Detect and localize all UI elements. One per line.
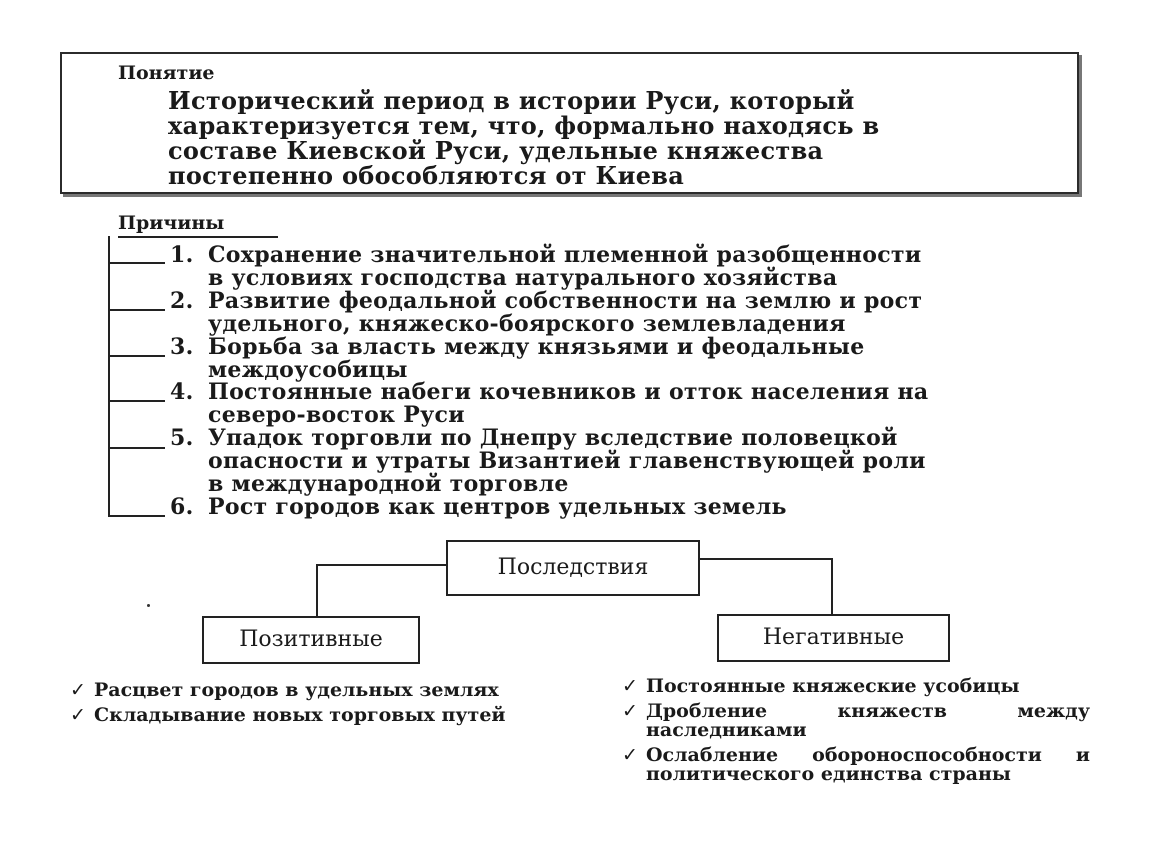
concept-definition xyxy=(168,88,1028,188)
cause-item-1 xyxy=(170,244,1090,290)
connector-line xyxy=(316,564,447,566)
causes-heading: Причины xyxy=(118,212,225,234)
cause-line: в международной торговле xyxy=(208,471,569,497)
cause-connector xyxy=(108,447,165,449)
consequences-box: Последствия xyxy=(446,540,700,596)
concept-line: постепенно обособляются от Киева xyxy=(168,161,685,190)
cause-connector xyxy=(108,309,165,311)
list-item xyxy=(622,677,1090,696)
cause-item-3 xyxy=(170,336,1090,382)
list-item-text: Дробление княжеств между наследниками xyxy=(646,700,1090,741)
list-item xyxy=(622,746,1090,784)
cause-item-6 xyxy=(170,496,1090,519)
cause-line: Сохранение значительной племенной разобщенности xyxy=(208,242,922,268)
stray-dot xyxy=(147,604,150,607)
list-item-text: Расцвет городов в удельных землях xyxy=(94,679,499,701)
list-item xyxy=(70,681,540,700)
positive-box: Позитивные xyxy=(202,616,420,664)
cause-connector xyxy=(108,262,165,264)
cause-line: междоусобицы xyxy=(208,357,408,383)
cause-line: опасности и утраты Византией главенствующей роли xyxy=(208,448,926,474)
checkmark-icon: ✓ xyxy=(622,744,638,766)
causes-bracket-line xyxy=(108,236,110,516)
cause-number: 6. xyxy=(170,494,194,520)
positive-list xyxy=(70,681,540,731)
list-item-text: Складывание новых торговых путей xyxy=(94,704,506,726)
concept-line: Исторический период в истории Руси, который xyxy=(168,86,855,115)
connector-line xyxy=(831,558,833,615)
cause-line: Рост городов как центров удельных земель xyxy=(208,494,787,520)
cause-line: Упадок торговли по Днепру вследствие половецкой xyxy=(208,425,898,451)
cause-number: 4. xyxy=(170,379,194,405)
cause-number: 2. xyxy=(170,288,194,314)
causes-heading-rule xyxy=(118,236,278,238)
list-item xyxy=(70,706,540,725)
cause-line: в условиях господства натурального хозяйства xyxy=(208,265,838,291)
concept-line: характеризуется тем, что, формально находясь в xyxy=(168,111,880,140)
cause-line: удельного, княжеско-боярского землевладения xyxy=(208,311,846,337)
concept-line: составе Киевской Руси, удельные княжества xyxy=(168,136,824,165)
cause-line: северо-восток Руси xyxy=(208,402,465,428)
cause-connector xyxy=(108,355,165,357)
cause-connector xyxy=(108,515,165,517)
list-item-text: Постоянные княжеские усобицы xyxy=(646,675,1020,697)
concept-heading: Понятие xyxy=(118,62,215,84)
cause-number: 3. xyxy=(170,334,194,360)
cause-number: 1. xyxy=(170,242,194,268)
negative-list xyxy=(622,677,1090,790)
cause-item-4 xyxy=(170,381,1090,427)
negative-box: Негативные xyxy=(717,614,950,662)
checkmark-icon: ✓ xyxy=(70,679,86,701)
list-item xyxy=(622,702,1090,740)
cause-item-2 xyxy=(170,290,1090,336)
cause-connector xyxy=(108,400,165,402)
cause-item-5 xyxy=(170,427,1090,496)
connector-line xyxy=(695,558,833,560)
cause-line: Постоянные набеги кочевников и отток населения на xyxy=(208,379,929,405)
checkmark-icon: ✓ xyxy=(622,675,638,697)
connector-line xyxy=(316,564,318,617)
cause-line: Развитие феодальной собственности на землю и рост xyxy=(208,288,923,314)
list-item-text: Ослабление обороноспособности и политического единства страны xyxy=(646,744,1090,785)
checkmark-icon: ✓ xyxy=(622,700,638,722)
cause-line: Борьба за власть между князьями и феодальные xyxy=(208,334,865,360)
checkmark-icon: ✓ xyxy=(70,704,86,726)
cause-number: 5. xyxy=(170,425,194,451)
